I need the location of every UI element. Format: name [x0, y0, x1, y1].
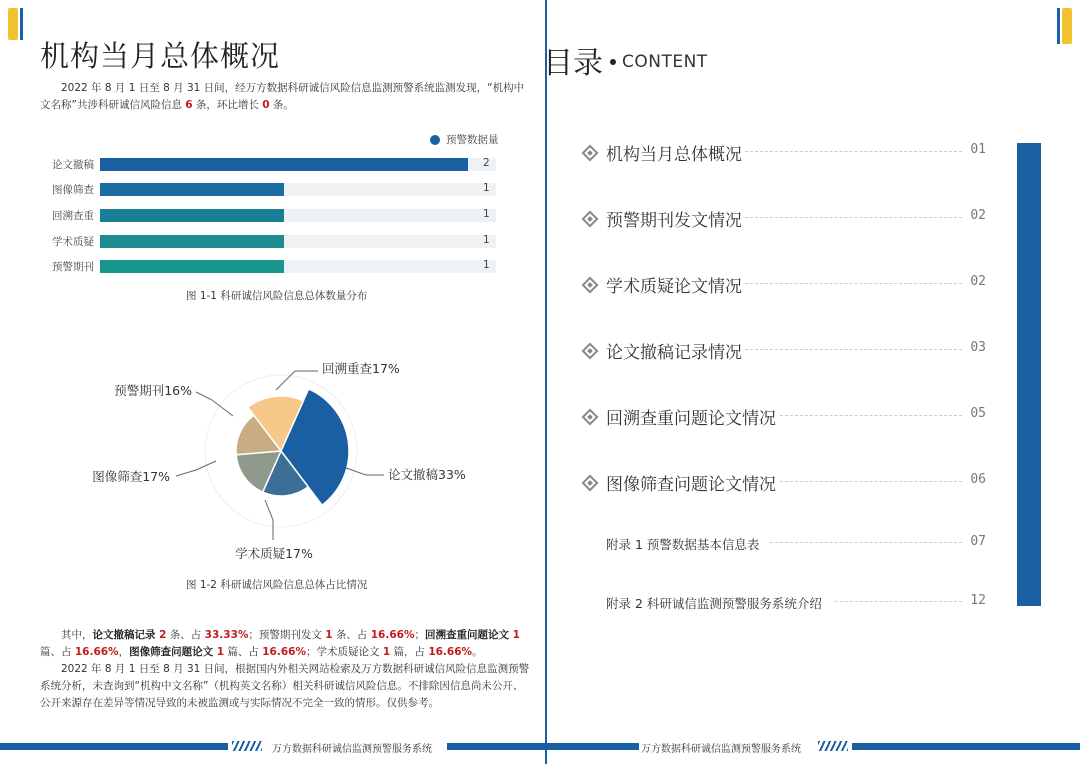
summary-run: 篇，占 [390, 646, 429, 658]
toc-item[interactable] [584, 338, 986, 362]
bar-row [40, 209, 500, 223]
toc-item[interactable] [584, 470, 986, 494]
summary-run: 16.66% [370, 629, 415, 641]
bar [100, 183, 284, 196]
toc-page-number: 01 [970, 142, 986, 157]
toc-page-number: 03 [970, 340, 986, 355]
toc-item[interactable] [584, 206, 986, 230]
pie-chart-caption: 图 1-2 科研诚信风险信息总体占比情况 [186, 579, 368, 591]
toc-page-number: 07 [970, 534, 986, 549]
intro-text-a: 2022 年 8 月 1 日至 8 月 31 日间，经万方数据科研诚信风险信息监测预警系统监测发现，“机构中文名称”共涉科研诚信风险信息 [40, 82, 525, 111]
summary-run: 16.66% [74, 646, 119, 658]
pie-slice-label: 回溯重查17% [322, 361, 400, 376]
summary-run: 条、占 [332, 629, 371, 641]
legend-dot-icon [430, 135, 440, 145]
toc-item[interactable] [584, 140, 986, 164]
toc-page-number: 06 [970, 472, 986, 487]
bar-category-label: 论文撤稿 [52, 159, 94, 171]
bar-category-label: 预警期刊 [52, 261, 94, 273]
summary-run: ， [118, 646, 130, 658]
toc-subtitle-text: CONTENT [622, 52, 708, 72]
bar-row [40, 158, 500, 172]
bar-category-label: 图像筛查 [52, 184, 94, 196]
pie-leader-line [346, 468, 384, 475]
growth-count: 0 [262, 99, 270, 111]
summary-run: 论文撤稿记录 [92, 629, 160, 641]
toc-page-number: 02 [970, 208, 986, 223]
toc-item-label: 图像筛查问题论文情况 [606, 475, 776, 495]
summary-run: 篇、占 [224, 646, 263, 658]
pie-leader-line [176, 461, 216, 476]
summary-paragraph-1 [40, 627, 530, 661]
pie-leader-line [276, 371, 318, 390]
corner-accent-right-line [1057, 8, 1060, 44]
pie-slice-label: 学术质疑17% [235, 546, 313, 561]
toc-page-number: 05 [970, 406, 986, 421]
summary-run: 回溯查重问题论文 [424, 629, 513, 641]
corner-accent-left-line [20, 8, 23, 40]
footer-text-left: 万方数据科研诚信监测预警服务系统 [272, 744, 432, 755]
toc-item-label: 论文撤稿记录情况 [606, 343, 742, 363]
toc-leader-line [780, 481, 962, 482]
page-title: 机构当月总体概况 [40, 39, 281, 73]
summary-run: 16.66% [262, 646, 306, 658]
toc-leader-line [835, 601, 962, 602]
footer-stripes-left [232, 741, 262, 751]
toc-appendix-item[interactable] [584, 591, 986, 615]
footer-stripes-right [818, 741, 848, 751]
toc-title: 目录 [543, 46, 603, 81]
diamond-bullet-icon [582, 475, 599, 492]
diamond-bullet-icon [582, 145, 599, 162]
bar-value-label: 1 [483, 182, 490, 194]
summary-run: 16.66% [428, 646, 473, 658]
intro-paragraph [40, 80, 530, 114]
bullet-dot-icon [610, 59, 616, 65]
toc-item[interactable] [584, 404, 986, 428]
summary-paragraph-2: 2022 年 8 月 1 日至 8 月 31 日间，根据国内外相关网站检索及万方数据科研诚信风险信息监测预警系统分析，未查询到“机构中文名称”（机构英文名称）相关科研诚信风险信息。不排除因信息尚未公开、公开来源存在差异等情况导致的未被监测或与实际情况不完全一致的情形。仅供参考。 [40, 663, 530, 709]
footer-bar-left-end [447, 743, 545, 750]
toc-item-label: 附录 1 预警数据基本信息表 [606, 537, 760, 552]
summary-run: 1 [382, 646, 391, 658]
bar-chart-caption: 图 1-1 科研诚信风险信息总体数量分布 [186, 290, 368, 302]
bar [100, 158, 468, 171]
toc-item-label: 预警期刊发文情况 [606, 211, 742, 231]
pie-leader-line [196, 392, 233, 416]
bar [100, 209, 284, 222]
pie-slice-label: 论文撤稿33% [388, 467, 466, 482]
summary-run: 1 [512, 629, 520, 641]
page-divider [545, 0, 547, 764]
footer-bar-right [852, 743, 1080, 750]
toc-page-number: 02 [970, 274, 986, 289]
toc-item-label: 学术质疑论文情况 [606, 277, 742, 297]
legend-label: 预警数据量 [446, 134, 499, 146]
bar-value-label: 1 [483, 208, 490, 220]
side-accent-bar [1017, 143, 1041, 606]
pie-leader-line [265, 500, 273, 540]
toc-item-label: 附录 2 科研诚信监测预警服务系统介绍 [606, 596, 822, 611]
bar-value-label: 2 [483, 157, 490, 169]
summary-section [40, 627, 530, 712]
summary-run: 1 [325, 629, 333, 641]
summary-run: 图像筛查问题论文 [129, 646, 217, 658]
summary-run: 1 [216, 646, 225, 658]
footer-text-right: 万方数据科研诚信监测预警服务系统 [641, 744, 801, 755]
bar-row [40, 235, 500, 249]
bar [100, 260, 284, 273]
toc-leader-line [745, 151, 962, 152]
bar-row [40, 183, 500, 197]
toc-item-label: 回溯查重问题论文情况 [606, 409, 776, 429]
bar-value-label: 1 [483, 234, 490, 246]
intro-text-c: 条。 [269, 99, 294, 111]
footer-bar-left [0, 743, 228, 750]
toc-leader-line [780, 415, 962, 416]
toc-leader-line [745, 283, 962, 284]
toc-leader-line [745, 349, 962, 350]
summary-run: 篇、占 [40, 646, 75, 658]
summary-run: 33.33% [204, 629, 249, 641]
summary-run: ； [414, 629, 425, 641]
summary-run: 。 [472, 646, 483, 658]
diamond-bullet-icon [582, 409, 599, 426]
corner-accent-left [8, 8, 18, 40]
diamond-bullet-icon [582, 277, 599, 294]
pie-slice-label: 图像筛查17% [92, 469, 170, 484]
summary-run: 2 [159, 629, 167, 641]
pie-chart [0, 340, 540, 580]
summary-run: ；学术质疑论文 [305, 646, 383, 658]
toc-item-label: 机构当月总体概况 [606, 145, 742, 165]
footer-bar-right-start [547, 743, 639, 750]
bar-category-label: 学术质疑 [52, 236, 94, 248]
toc-appendix-item[interactable] [584, 532, 986, 556]
diamond-bullet-icon [582, 343, 599, 360]
summary-run: ；预警期刊发文 [248, 629, 326, 641]
bar-value-label: 1 [483, 259, 490, 271]
diamond-bullet-icon [582, 211, 599, 228]
bar [100, 235, 284, 248]
summary-run: 条、占 [166, 629, 205, 641]
toc-item[interactable] [584, 272, 986, 296]
bar-chart-legend [430, 132, 499, 147]
intro-text-b: 条，环比增长 [192, 99, 263, 111]
toc-leader-line [745, 217, 962, 218]
toc-subtitle [610, 52, 708, 72]
bar-row [40, 260, 500, 274]
pie-slice-label: 预警期刊16% [114, 383, 192, 398]
summary-run: 其中， [61, 629, 93, 641]
toc-leader-line [770, 542, 962, 543]
toc-page-number: 12 [970, 593, 986, 608]
risk-count: 6 [185, 99, 193, 111]
corner-accent-right [1062, 8, 1072, 44]
bar-category-label: 回溯查重 [52, 210, 94, 222]
